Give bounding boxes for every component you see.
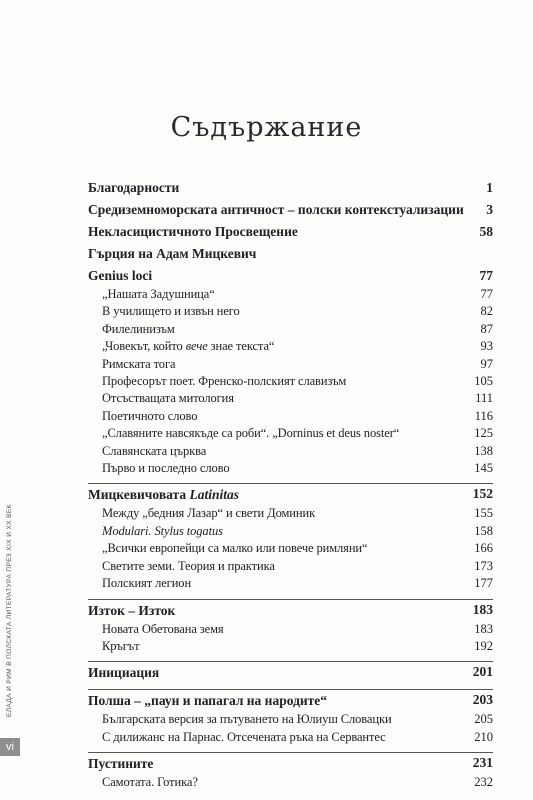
toc-page-number: 93 (480, 339, 493, 354)
toc-entry-title (102, 408, 493, 425)
toc-entry-title (102, 373, 493, 390)
toc-entry-title (88, 485, 493, 505)
toc-subsection-entry (88, 621, 493, 638)
toc-section-entry (88, 244, 493, 264)
table-of-contents (88, 178, 493, 792)
toc-entry-title (88, 200, 493, 220)
toc-subsection-entry (88, 338, 493, 355)
toc-title-fragment: „Всички европейци са малко или повече римляни“ (102, 541, 368, 556)
toc-title-fragment: Инициация (88, 665, 160, 681)
toc-entry-title (102, 711, 493, 728)
toc-title-fragment: Мицкевичовата (88, 487, 190, 503)
toc-subsection-entry (88, 408, 493, 425)
toc-page-number: 183 (472, 601, 493, 617)
toc-subsection-entry (88, 505, 493, 522)
toc-page-number: 152 (472, 486, 493, 502)
toc-entry-title (88, 691, 493, 711)
toc-subsection-entry (88, 373, 493, 390)
toc-title-fragment: Благодарности (88, 180, 180, 195)
toc-entry-title (102, 443, 493, 460)
toc-page-number: 232 (474, 775, 493, 790)
toc-entry-title (88, 178, 493, 198)
toc-entry-title (102, 390, 493, 407)
toc-subsection-entry (88, 390, 493, 407)
toc-page-number: 177 (474, 576, 493, 591)
toc-page-number: 210 (474, 729, 493, 744)
toc-title-fragment: Професорът поет. Френско-полският славизъм (102, 374, 347, 389)
toc-entry-title (102, 286, 493, 303)
page-number: vi (0, 738, 20, 756)
toc-page-number: 158 (474, 523, 493, 538)
toc-title-fragment: Светите земи. Теория и практика (102, 558, 275, 573)
toc-entry-title (102, 338, 493, 355)
toc-subsection-entry (88, 558, 493, 575)
toc-title-fragment: Latinitas (189, 487, 239, 503)
toc-subsection-entry (88, 425, 493, 442)
toc-title-fragment: Българската версия за пътуването на Юлиуш Словацки (102, 712, 392, 727)
toc-title-fragment: Modulari. Stylus togatus (102, 523, 223, 538)
toc-subsection-entry (88, 303, 493, 320)
toc-title-fragment: Между „бедния Лазар“ и свети Доминик (102, 506, 316, 521)
toc-entry-title (102, 523, 493, 540)
toc-page-number: 205 (474, 712, 493, 727)
toc-subsection-entry (88, 540, 493, 557)
toc-page-number: 116 (474, 408, 493, 423)
toc-subsection-entry (88, 638, 493, 655)
toc-entry-title (102, 638, 493, 655)
toc-section-entry (88, 266, 493, 286)
toc-entry-title (102, 621, 493, 638)
toc-entry-title (102, 460, 493, 477)
toc-entry-title (102, 303, 493, 320)
toc-section-entry (88, 599, 493, 621)
toc-page-number: 155 (474, 506, 493, 521)
toc-subsection-entry (88, 286, 493, 303)
toc-subsection-entry (88, 356, 493, 373)
toc-entry-title (102, 774, 493, 791)
toc-entry-title (102, 729, 493, 746)
page-title: Съдържание (170, 112, 363, 143)
toc-section-entry (88, 178, 493, 198)
toc-page-number: 1 (486, 180, 493, 195)
toc-title-fragment: Изток – Изток (88, 602, 176, 618)
toc-entry-title (88, 663, 493, 683)
toc-title-fragment: Полският легион (102, 576, 192, 591)
toc-page-number: 166 (474, 541, 493, 556)
toc-subsection-entry (88, 729, 493, 746)
toc-entry-title (88, 601, 493, 621)
toc-entry-title (102, 575, 493, 592)
spine-running-header: ЕЛАДА И РИМ В ПОЛСКАТА ЛИТЕРАТУРА ПРЕЗ XIX И XX ВЕК (6, 504, 13, 718)
toc-title-fragment: Полша – „паун и папагал на народите“ (88, 693, 328, 709)
toc-page-number: 105 (474, 374, 493, 389)
toc-entry-title (88, 266, 493, 286)
toc-title-fragment: С дилижанс на Парнас. Отсечената ръка на Сервантес (102, 729, 386, 744)
toc-page-number: 3 (486, 202, 493, 217)
toc-page-number: 111 (475, 391, 493, 406)
toc-section-entry (88, 661, 493, 683)
toc-subsection-entry (88, 460, 493, 477)
toc-title-fragment: Самотата. Готика? (102, 775, 198, 790)
toc-section-entry (88, 689, 493, 711)
toc-title-fragment: Отсъстващата митология (102, 391, 234, 406)
toc-entry-title (88, 754, 493, 774)
toc-entry-title (102, 321, 493, 338)
toc-title-fragment: Новата Обетована земя (102, 621, 224, 636)
toc-entry-title (102, 356, 493, 373)
toc-page-number: 58 (479, 224, 493, 239)
toc-section-entry (88, 483, 493, 505)
toc-title-fragment: Славянската църква (102, 443, 207, 458)
toc-page-number: 173 (474, 558, 493, 573)
toc-entry-title (88, 222, 493, 242)
toc-section-entry (88, 752, 493, 774)
toc-page-number: 87 (480, 321, 493, 336)
toc-title-fragment: вече (185, 339, 208, 354)
toc-title-fragment: „Нашата Задушница“ (102, 287, 215, 301)
toc-page-number: 183 (474, 621, 493, 636)
toc-title-fragment: Гърция на Адам Мицкевич (88, 246, 257, 261)
toc-entry-title (88, 244, 493, 264)
toc-title-fragment: Пустините (88, 756, 154, 772)
toc-title-fragment: Некласицистичното Просвещение (88, 224, 298, 239)
toc-subsection-entry (88, 575, 493, 592)
toc-title-fragment: Римската тога (102, 356, 176, 371)
toc-entry-title (102, 505, 493, 522)
toc-subsection-entry (88, 523, 493, 540)
toc-page-number: 77 (479, 268, 493, 283)
toc-entry-title (102, 540, 493, 557)
toc-page-number: 201 (472, 664, 493, 680)
toc-page-number: 77 (480, 287, 493, 301)
toc-entry-title (102, 558, 493, 575)
toc-title-fragment: „Човекът, който (102, 339, 186, 354)
toc-title-fragment: В училището и извън него (102, 304, 240, 319)
toc-title-fragment: Средиземноморската античност – полски контекстуализации (88, 202, 464, 217)
toc-page-number: 231 (472, 755, 493, 771)
toc-page-number: 138 (474, 443, 493, 458)
toc-title-fragment: Genius loci (88, 268, 153, 283)
toc-title-fragment: Филелинизъм (102, 321, 175, 336)
toc-title-fragment: Поетичното слово (102, 408, 198, 423)
toc-subsection-entry (88, 443, 493, 460)
toc-title-fragment: Кръгът (102, 638, 140, 653)
toc-page-number: 192 (474, 638, 493, 653)
toc-title-fragment: „Славяните навсякъде са роби“. „Dorninus et deus noster“ (102, 426, 400, 441)
toc-subsection-entry (88, 321, 493, 338)
toc-page-number: 145 (474, 461, 493, 476)
toc-section-entry (88, 200, 493, 220)
toc-title-fragment: знае текста“ (207, 339, 275, 354)
toc-page-number: 125 (474, 426, 493, 441)
toc-page-number: 203 (472, 692, 493, 708)
toc-subsection-entry (88, 774, 493, 791)
toc-title-fragment: Първо и последно слово (102, 461, 230, 476)
toc-page-number: 82 (480, 304, 493, 319)
toc-page-number: 97 (480, 356, 493, 371)
toc-section-entry (88, 222, 493, 242)
toc-entry-title (102, 425, 493, 442)
toc-subsection-entry (88, 711, 493, 728)
